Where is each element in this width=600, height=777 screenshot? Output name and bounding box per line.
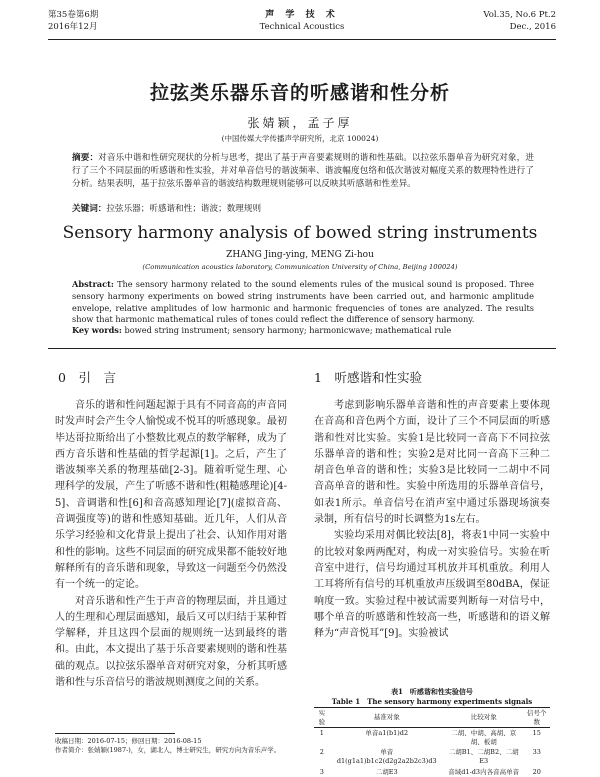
table-cell: 单音a1(b1)d2: [365, 729, 409, 738]
table-cell: 单音d1(g1a1)b1c2(d2g2a2b2c3)d3: [336, 748, 437, 765]
table-caption-cn: 表1 听感谐和性实验信号: [391, 687, 473, 696]
running-header: [48, 9, 556, 39]
paragraph: 实验均采用对偶比较法[8]，将表1中同一实验中的比较对象两两配对，构成一对实验信号。实验在听音室中进行，信号均通过耳机放并耳机重放。利用人工耳将所有信号的耳机重放声压级调至80dBA，保证响度一致。实验过程中被试需要判断每一对信号中，哪个单音的听感谐和性较高一些，听感谐和的语义解释为“声音悦耳”[9]。实验被试: [314, 530, 550, 640]
left-column: [55, 398, 287, 691]
table-header-cell: 基准对象: [330, 708, 444, 728]
paragraph: 对音乐谐和性产生于声音的物理层面，并且通过人的生理和心理层面感知，最后又可以归结于某种哲学解释，并且这四个层面的规则统一达到最终的谐和。由此，本文提出了基于乐音要素规则的谐和性基础的观点。以拉弦乐器单音对研究对象，分析其听感谐和性与乐音信号的谐波规则测度之间的关系。: [55, 595, 287, 689]
table-cell: 音域d1-d3内各音高单音: [448, 767, 520, 776]
authors-cn: 张婧颖，孟子厚: [247, 116, 353, 130]
title-en: Sensory harmony analysis of bowed string instruments: [62, 223, 538, 243]
table-cell: 2: [319, 748, 324, 757]
table-cell: 33: [532, 748, 541, 757]
affiliation-cn: (中国传媒大学传播声学研究所，北京 100024): [221, 134, 379, 143]
header-journal: 声 学 技 术 Technical Acoustics: [259, 10, 345, 32]
table-cell: 15: [532, 729, 541, 738]
footnote: 收稿日期：2016-07-15；修回日期：2016-08-15 作者简介：张婧颖(1987-)，女，湖北人，博士研究生，研究方向为音乐声学。: [55, 737, 281, 754]
keywords-cn: 关键词：拉弦乐器；听感谐和性；谐波；数理规则: [72, 204, 262, 214]
right-column: [314, 398, 550, 642]
title-cn: 拉弦类乐器乐音的听感谐和性分析: [149, 82, 450, 104]
abstract-cn: 摘要：对音乐中谐和性研究现状的分析与思考，提出了基于声音要素规则的谐和性基础。以拉弦乐器单音为研究对象，进行了三个不同层面的听感谐和性实验，并对单音信号的谐波频率、谐波幅度包络和低次谐波对幅度关系的数理特性进行了分析。结果表明，基于拉弦乐器单音的谐波结构数理规则能够可以反映其听感谐和性差异。: [72, 153, 534, 190]
table-cell: 1: [319, 729, 324, 738]
header-volume-info: 第35卷第6期 2016年12月: [48, 10, 99, 32]
header-issue-info: Vol.35, No.6 Pt.2 Dec., 2016: [483, 10, 556, 32]
table-cell: 20: [532, 767, 541, 776]
table-row: [314, 747, 550, 766]
abstract-divider: [48, 348, 556, 349]
table-caption-en: Table 1 The sensory harmony experiments signals: [331, 697, 533, 706]
table-cell: 二胡、中胡、高胡、京胡、板胡: [451, 729, 517, 746]
table-header-cell: 信号个数: [524, 708, 550, 728]
authors-en: ZHANG Jing-ying, MENG Zi-hou: [226, 250, 374, 260]
abstract-en: Abstract: The sensory harmony related to the sound elements rules of the musical sound is proposed. Three sensory harmony experiments on bowed string instruments have been carried out, and harmonic amplitude envelope, relative amplitudes of low harmonic and harmonic frequencies of tones are analyzed. The results show that harmonic mathematical rules of tones could reflect the difference of sensory harmony.: [72, 279, 534, 325]
table-row: [314, 728, 550, 748]
table-row: [314, 767, 550, 777]
section-heading-introduction: 0 引 言: [58, 370, 116, 385]
affiliation-en: (Communication acoustics laboratory, Communication University of China, Beijing 100024): [142, 263, 458, 271]
table-header-cell: 实验: [314, 708, 330, 728]
table-header-cell: 比较对象: [444, 708, 524, 728]
table-header-row: [314, 708, 550, 728]
table-cell: 二胡B1、二胡B2、二胡E3: [448, 748, 519, 765]
keywords-en: Key words: bowed string instrument; sensory harmony; harmonicwave; mathematical rule: [72, 325, 452, 335]
footnote-divider: [55, 733, 175, 734]
table-cell: 3: [319, 767, 324, 776]
paragraph: 音乐的谐和性问题起源于具有不同音高的声音同时发声时会产生令人愉悦或不悦耳的听感现象。最初毕达哥拉斯给出了小整数比观点的数学解释，成为了西方音乐谐和性基础的哲学起源[1]。之后，产生了谐波频率关系的物理基础[2-3]。随着听觉生理、心理科学的发展，产生了听感不谐和性(粗糙感理论)[4-5]、音调谐和性[6]和音高感知理论[7](虚拟音高、音调强度等)的谐和性感知基础。近几年，人们从音乐学习经验和文化背景上提出了社会、认知作用对谐和性的影响。这些不同层面的研究成果都不能较好地解释所有的音乐谐和现象，导致这一问题至今仍然没有一个统一的定论。: [55, 400, 287, 591]
section-heading-experiments: 1 听感谐和性实验: [314, 370, 422, 385]
table-signals: [314, 707, 550, 777]
table-cell: 二胡E3: [375, 767, 398, 776]
header-divider: [48, 39, 556, 40]
paragraph: 考虑到影响乐器单音谐和性的声音要素上要体现在音高和音色两个方面，设计了三个不同层面的听感谐和性对比实验。实验1是比较同一音高下不同拉弦乐器单音的谐和性；实验2是对比同一音高下三种二胡音色单音的谐和性；实验3是比较同一二胡中不同音高单音的谐和性。实验中所选用的乐器单音信号，如表1所示。单音信号在消声室中通过乐器现场演奏录制，所有信号的时长调整为1s左右。: [314, 400, 550, 526]
